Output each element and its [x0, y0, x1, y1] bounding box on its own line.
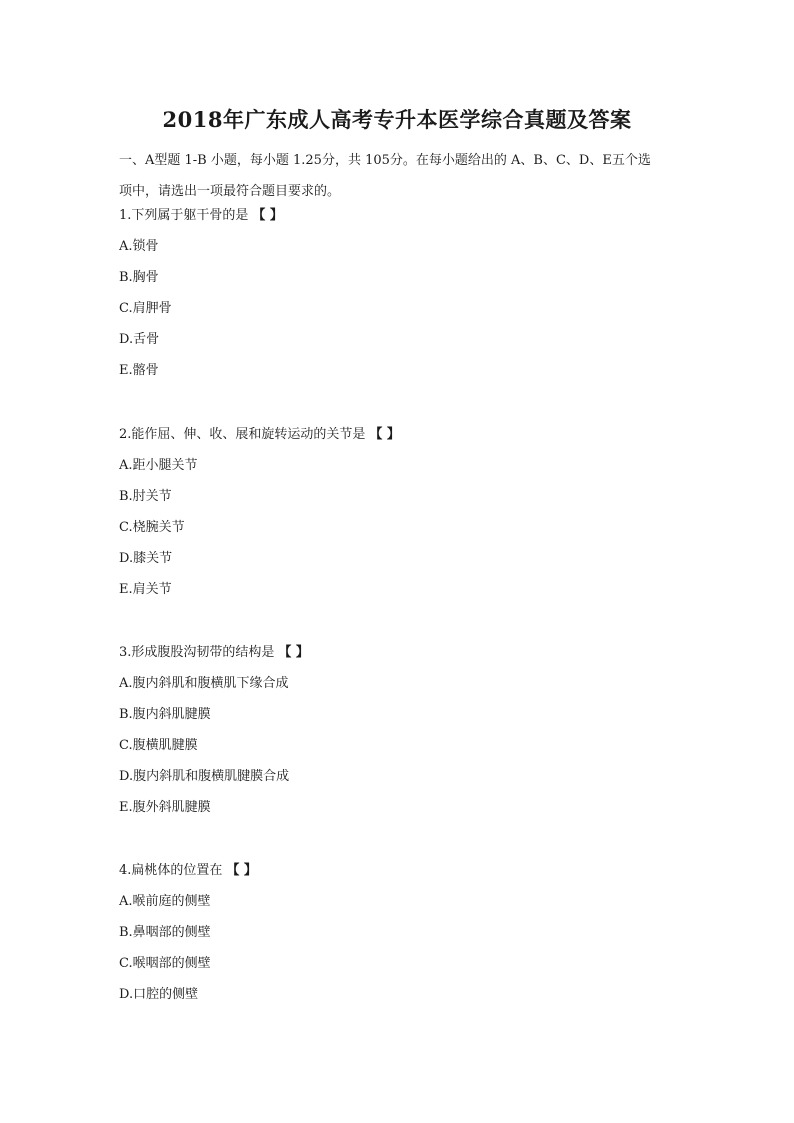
option-a: A.距小腿关节 [119, 458, 198, 473]
option-d: D.腹内斜肌和腹横肌腱膜合成 [119, 769, 290, 784]
question-stem [119, 637, 699, 668]
answer-bracket: 【 】 [369, 427, 400, 442]
answer-bracket: 【 】 [278, 645, 309, 660]
option-a: A.喉前庭的侧壁 [119, 894, 211, 909]
answer-bracket: 【 】 [252, 208, 283, 223]
question-stem-text: 2.能作屈、伸、收、展和旋转运动的关节是 [119, 427, 366, 442]
option-list [119, 231, 699, 386]
option-d: D.口腔的侧壁 [119, 987, 199, 1002]
option-c: C.桡腕关节 [119, 520, 185, 535]
option-c: C.喉咽部的侧壁 [119, 956, 211, 971]
option-c: C.肩胛骨 [119, 301, 172, 316]
section-instructions [119, 145, 699, 207]
question-stem [119, 200, 699, 231]
option-d: D.舌骨 [119, 332, 160, 347]
option-b: B.肘关节 [119, 489, 172, 504]
instructions-line-1: 一、A型题 1-B 小题，每小题 1.25分，共 105分。在每小题给出的 A、B、C、D、E五个选 [119, 153, 651, 168]
instructions-line-2: 项中，请选出一项最符合题目要求的。 [119, 184, 341, 199]
question-4 [119, 855, 699, 1010]
option-list [119, 668, 699, 823]
option-b: B.腹内斜肌腱膜 [119, 707, 211, 722]
question-3 [119, 637, 699, 823]
question-stem [119, 855, 699, 886]
question-stem-text: 1.下列属于躯干骨的是 [119, 208, 249, 223]
option-d: D.膝关节 [119, 551, 173, 566]
question-1 [119, 200, 699, 386]
option-a: A.腹内斜肌和腹横肌下缘合成 [119, 676, 289, 691]
option-a: A.锁骨 [119, 239, 159, 254]
question-stem-text: 4.扁桃体的位置在 [119, 863, 223, 878]
option-e: E.腹外斜肌腱膜 [119, 800, 211, 815]
option-c: C.腹横肌腱膜 [119, 738, 198, 753]
document-title: 2018年广东成人高考专升本医学综合真题及答案 [162, 107, 632, 132]
option-e: E.肩关节 [119, 582, 172, 597]
question-stem [119, 419, 699, 450]
option-b: B.胸骨 [119, 270, 159, 285]
option-e: E.髂骨 [119, 363, 159, 378]
answer-bracket: 【 】 [226, 863, 257, 878]
question-stem-text: 3.形成腹股沟韧带的结构是 [119, 645, 275, 660]
option-list [119, 450, 699, 605]
question-2 [119, 419, 699, 605]
option-b: B.鼻咽部的侧壁 [119, 925, 211, 940]
option-list [119, 886, 699, 1010]
